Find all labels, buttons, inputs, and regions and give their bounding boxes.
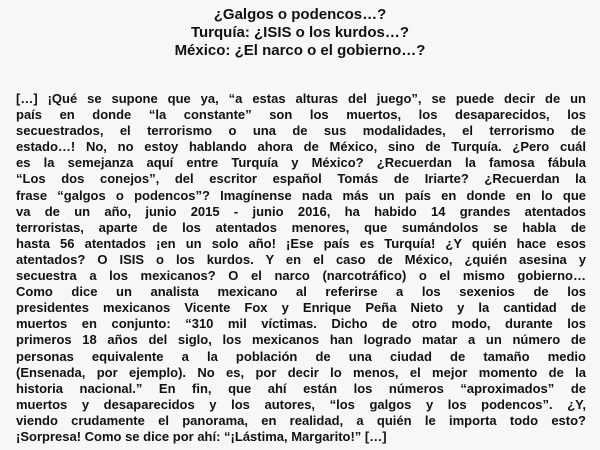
body-line: secuestrados, el terrorismo o una de sus modalidades, el terrorismo de	[16, 123, 586, 139]
body-line: muertos y desaparecidos y los autores, “los galgos y los podencos”. ¿Y,	[16, 396, 586, 412]
body-line: historia nacional.” En fin, que ahí están los números “aproximados” de	[16, 380, 586, 396]
body-line: (Ensenada, por ejemplo). No es, por decir lo menos, el mejor momento de la	[16, 364, 586, 380]
body-line: terroristas, aparte de los atentados menores, que sumándolos se habla de	[16, 219, 586, 235]
body-line: hasta 56 atentados ¡en un solo año! ¡Ese país es Turquía! ¿Y quién hace esos	[16, 235, 586, 251]
body-line: Como dice un analista mexicano al referirse a los sexenios de los	[16, 284, 586, 300]
body-line: estado…! No, no estoy hablando ahora de México, sino de Turquía. ¿Pero cuál	[16, 139, 586, 155]
body-line: es la semejanza aquí entre Turquía y México? ¿Recuerdan la famosa fábula	[16, 155, 586, 171]
body-line: presidentes mexicanos Vicente Fox y Enrique Peña Nieto y la cantidad de	[16, 300, 586, 316]
body-line: frase “galgos o podencos”? Imagínense nada más un país en donde en lo que	[16, 187, 586, 203]
title-line: Turquía: ¿ISIS o los kurdos…?	[190, 24, 410, 41]
body-line: […] ¡Qué se supone que ya, “a estas alturas del juego”, se puede decir de un	[16, 91, 586, 106]
body-line: viendo crudamente el panorama, en realidad, a quién le importa todo esto?	[16, 412, 586, 428]
title-line: ¿Galgos o podencos…?	[213, 6, 387, 23]
body-line: “Los dos conejos”, del escritor español Tomás de Iriarte? ¿Recuerdan la	[16, 171, 586, 187]
body-line: primeros 18 años del siglo, los mexicanos han logrado matar a un número de	[16, 332, 586, 348]
body-line: secuestra a los mexicanos? O el narco (narcotráfico) o el mismo gobierno…	[16, 268, 586, 284]
body-line: país en donde “la constante” son los muertos, los desaparecidos, los	[16, 107, 586, 123]
body-line: va de un año, junio 2015 - junio 2016, ha habido 14 grandes atentados	[16, 203, 586, 219]
body-line: personas equivalente a la población de una ciudad de tamaño medio	[16, 348, 586, 364]
body-line: ¡Sorpresa! Como se dice por ahí: “¡Lástima, Margarito!” […]	[16, 428, 387, 444]
article-body	[16, 91, 586, 445]
document-title	[0, 6, 600, 60]
title-line: México: ¿El narco o el gobierno…?	[174, 42, 426, 59]
body-line: atentados? O ISIS o los kurdos. Y en el caso de México, ¿quién asesina y	[16, 251, 586, 267]
body-line: muertos en conjunto: “310 mil víctimas. Dicho de otro modo, durante los	[16, 316, 586, 332]
